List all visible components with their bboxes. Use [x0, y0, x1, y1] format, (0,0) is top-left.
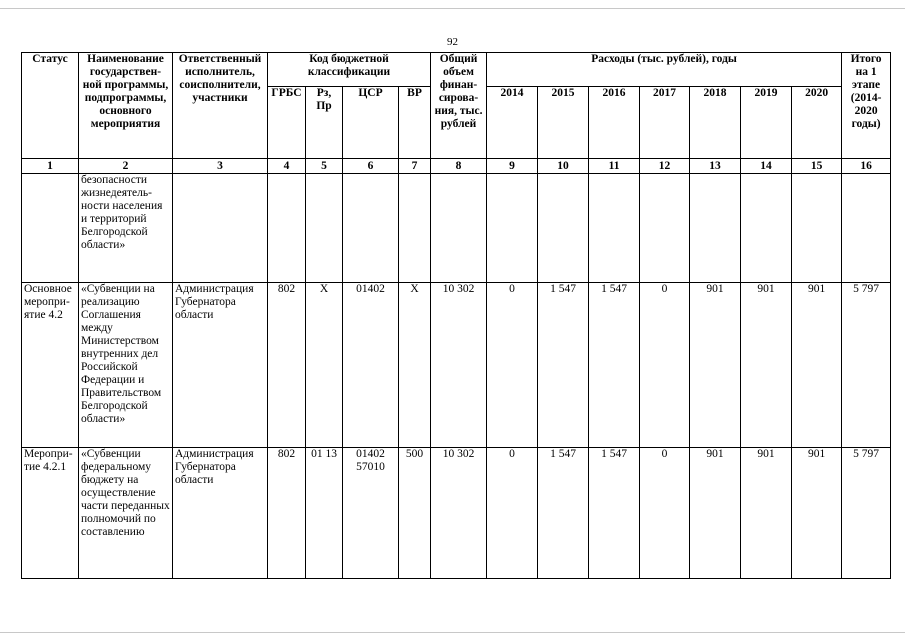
col-num: 5 [306, 159, 343, 174]
row-rz: Х [306, 283, 343, 448]
budget-table [21, 52, 891, 579]
header-total-volume: Общий объем финан-сирова-ния, тыс. рублей [431, 53, 487, 159]
header-rz: Рз, Пр [306, 87, 343, 159]
row-2019: 901 [741, 448, 792, 579]
table-row [22, 448, 891, 579]
table-row [22, 283, 891, 448]
page-number: 92 [447, 36, 458, 48]
row-2016: 1 547 [589, 448, 640, 579]
row-responsible: Администрация Губернатора области [173, 448, 268, 579]
row-itogo: 5 797 [842, 283, 891, 448]
header-year-2014: 2014 [487, 87, 538, 159]
header-year-2019: 2019 [741, 87, 792, 159]
row-2019 [741, 174, 792, 283]
row-total [431, 174, 487, 283]
row-vr [399, 174, 431, 283]
row-responsible [173, 174, 268, 283]
col-num: 8 [431, 159, 487, 174]
row-itogo [842, 174, 891, 283]
col-num: 4 [268, 159, 306, 174]
row-vr: Х [399, 283, 431, 448]
col-num: 16 [842, 159, 891, 174]
col-num: 3 [173, 159, 268, 174]
header-year-2015: 2015 [538, 87, 589, 159]
header-budget-code: Код бюджетной классификации [268, 53, 431, 87]
row-2014: 0 [487, 448, 538, 579]
row-2018 [690, 174, 741, 283]
header-year-2018: 2018 [690, 87, 741, 159]
row-2018: 901 [690, 448, 741, 579]
header-status: Статус [22, 53, 79, 159]
row-2017 [640, 174, 690, 283]
row-2017: 0 [640, 448, 690, 579]
row-csr: 01402 57010 [343, 448, 399, 579]
row-2019: 901 [741, 283, 792, 448]
row-csr: 01402 [343, 283, 399, 448]
row-rz [306, 174, 343, 283]
row-grbs [268, 174, 306, 283]
header-responsible: Ответственный исполнитель, соисполнители, участники [173, 53, 268, 159]
row-responsible: Администрация Губернатора области [173, 283, 268, 448]
header-grbs: ГРБС [268, 87, 306, 159]
header-csr: ЦСР [343, 87, 399, 159]
col-num: 11 [589, 159, 640, 174]
table-row [22, 174, 891, 283]
header-year-2020: 2020 [792, 87, 842, 159]
col-num: 12 [640, 159, 690, 174]
row-name: «Субвенции федеральному бюджету на осуществление части переданных полномочий по составлению [79, 448, 173, 579]
row-itogo: 5 797 [842, 448, 891, 579]
header-year-2016: 2016 [589, 87, 640, 159]
row-2015 [538, 174, 589, 283]
row-2017: 0 [640, 283, 690, 448]
col-num: 1 [22, 159, 79, 174]
header-vr: ВР [399, 87, 431, 159]
row-total: 10 302 [431, 448, 487, 579]
row-2016 [589, 174, 640, 283]
row-vr: 500 [399, 448, 431, 579]
row-name: безопасности жизнедеятель-ности населения и территорий Белгородской области» [79, 174, 173, 283]
row-2020 [792, 174, 842, 283]
row-grbs: 802 [268, 448, 306, 579]
row-status: Основное меропри-ятие 4.2 [22, 283, 79, 448]
header-year-2017: 2017 [640, 87, 690, 159]
row-status: Меропри-тие 4.2.1 [22, 448, 79, 579]
row-2020: 901 [792, 283, 842, 448]
row-2016: 1 547 [589, 283, 640, 448]
header-itogo: Итого на 1 этапе (2014-2020 годы) [842, 53, 891, 159]
col-num: 7 [399, 159, 431, 174]
row-2020: 901 [792, 448, 842, 579]
row-2018: 901 [690, 283, 741, 448]
row-2015: 1 547 [538, 283, 589, 448]
header-expenses: Расходы (тыс. рублей), годы [487, 53, 842, 87]
row-csr [343, 174, 399, 283]
col-num: 2 [79, 159, 173, 174]
row-2014: 0 [487, 283, 538, 448]
row-2014 [487, 174, 538, 283]
col-num: 6 [343, 159, 399, 174]
row-name: «Субвенции на реализацию Соглашения между Министерством внутренних дел Российской Федерации и Правительством Белгородской области» [79, 283, 173, 448]
row-total: 10 302 [431, 283, 487, 448]
header-name: Наименование государствен-ной программы, подпрограммы, основного мероприятия [79, 53, 173, 159]
row-rz: 01 13 [306, 448, 343, 579]
col-num: 15 [792, 159, 842, 174]
scan-edge-top [0, 8, 905, 9]
column-number-row [22, 159, 891, 174]
col-num: 13 [690, 159, 741, 174]
row-grbs: 802 [268, 283, 306, 448]
row-2015: 1 547 [538, 448, 589, 579]
col-num: 9 [487, 159, 538, 174]
scan-edge-bottom [0, 632, 905, 633]
row-status [22, 174, 79, 283]
col-num: 10 [538, 159, 589, 174]
col-num: 14 [741, 159, 792, 174]
